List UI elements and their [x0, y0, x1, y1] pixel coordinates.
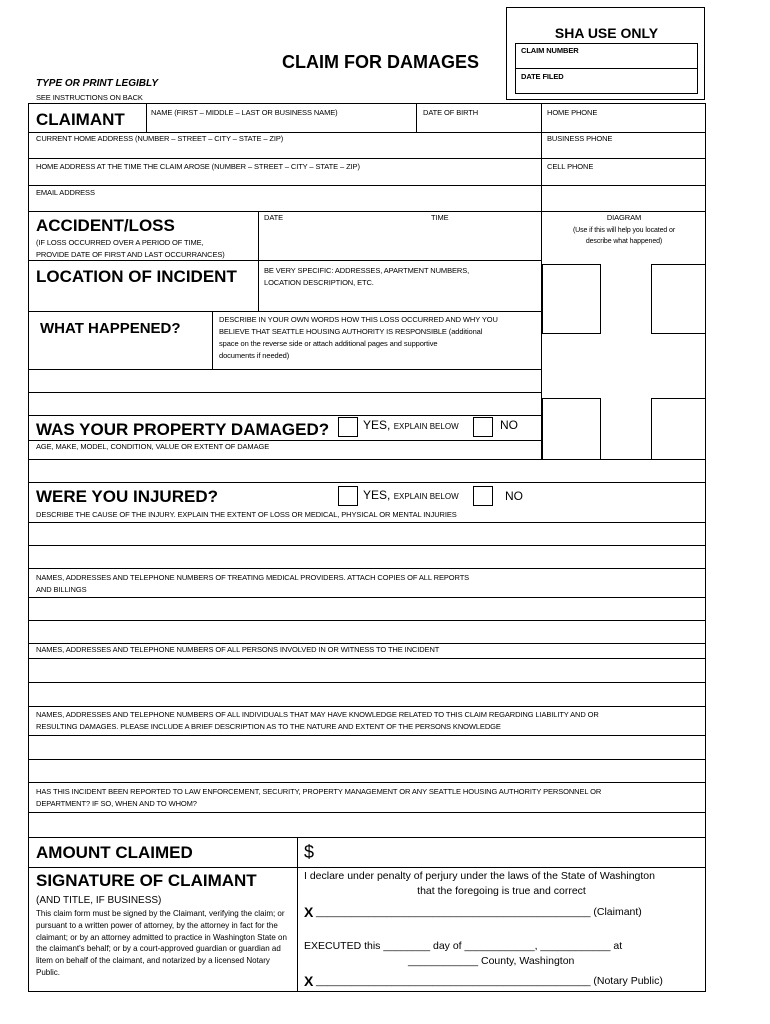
knowledge-note-2: RESULTING DAMAGES. PLEASE INCLUDE A BRIEF DESCRIPTION AS TO THE NATURE AND EXTENT OF THE PERSONS KNOWLEDGE [36, 722, 501, 731]
home-phone-field[interactable] [542, 118, 705, 132]
dob-field[interactable] [417, 118, 540, 132]
location-note-2: LOCATION DESCRIPTION, ETC. [264, 278, 374, 287]
declaration-line-1: I declare under penalty of perjury under the laws of the State of Washington [304, 870, 655, 882]
accident-note-2: PROVIDE DATE OF FIRST AND LAST OCCURRANCES) [36, 250, 225, 259]
claim-address-label: HOME ADDRESS AT THE TIME THE CLAIM AROSE (NUMBER – STREET – CITY – STATE – ZIP) [36, 162, 360, 171]
type-or-print-note: TYPE OR PRINT LEGIBLY [36, 78, 159, 89]
injured-yes-checkbox[interactable] [338, 486, 358, 506]
what-happened-line-1[interactable] [29, 370, 540, 392]
name-field[interactable] [147, 118, 415, 132]
what-happened-note-4: documents if needed) [219, 351, 290, 360]
signature-instructions: This claim form must be signed by the Claimant, verifying the claim; or pursuant to a written power of attorney, by the attorney in fact for the claimant; or by an attorney admitted to practice in Washington State on the claimant's behalf; or by a court-approved guardian or guardian ad litem on behalf of the claimant, and notarized by a licensed Notary Public. [36, 909, 287, 977]
business-phone-label: BUSINESS PHONE [547, 134, 613, 143]
diagram-corner-bottom-right [651, 398, 706, 460]
property-yes-label [363, 418, 459, 432]
claim-number-label: CLAIM NUMBER [521, 46, 579, 55]
notary-signature-line[interactable]: _______________________________________________ (Notary Public) [316, 975, 663, 987]
property-no-checkbox[interactable] [473, 417, 493, 437]
amount-field[interactable] [320, 840, 704, 866]
injured-no-label: NO [505, 489, 523, 503]
name-label: NAME (FIRST – MIDDLE – LAST OR BUSINESS NAME) [151, 108, 338, 117]
providers-line-2[interactable] [29, 621, 705, 643]
declaration-line-2: that the foregoing is true and correct [417, 885, 586, 897]
location-note-1: BE VERY SPECIFIC: ADDRESSES, APARTMENT NUMBERS, [264, 266, 470, 275]
providers-line-1[interactable] [29, 598, 705, 620]
claimant-x-mark: X [304, 904, 314, 920]
property-no-label: NO [500, 418, 518, 432]
injured-note: DESCRIBE THE CAUSE OF THE INJURY. EXPLAIN THE EXTENT OF LOSS OR MEDICAL, PHYSICAL OR MENTAL INJURIES [36, 510, 457, 519]
reported-note-2: DEPARTMENT? IF SO, WHEN AND TO WHOM? [36, 799, 197, 808]
diagram-label: DIAGRAM [606, 213, 642, 222]
what-happened-note-3: space on the reverse side or attach additional pages and supportive [219, 339, 438, 348]
cell-phone-label: CELL PHONE [547, 162, 594, 171]
email-field[interactable] [29, 198, 705, 211]
providers-note-1: NAMES, ADDRESSES AND TELEPHONE NUMBERS OF TREATING MEDICAL PROVIDERS. ATTACH COPIES OF ALL REPORTS [36, 573, 470, 582]
claimant-signature-line[interactable]: _______________________________________________ (Claimant) [316, 906, 642, 918]
currency-symbol: $ [304, 842, 315, 862]
what-happened-heading: WHAT HAPPENED? [40, 320, 181, 337]
witnesses-line-2[interactable] [29, 683, 705, 706]
claimant-heading: CLAIMANT [36, 110, 125, 129]
current-address-field[interactable] [29, 144, 540, 158]
date-filed-label: DATE FILED [521, 72, 564, 81]
what-happened-note-2: BELIEVE THAT SEATTLE HOUSING AUTHORITY IS RESPONSIBLE (additional [219, 327, 483, 336]
sha-use-only-box [506, 7, 705, 100]
accident-note-1: (IF LOSS OCCURRED OVER A PERIOD OF TIME, [36, 238, 204, 247]
location-field[interactable] [259, 290, 540, 311]
injured-yes-text: YES, [363, 488, 391, 502]
reported-note-1: HAS THIS INCIDENT BEEN REPORTED TO LAW ENFORCEMENT, SECURITY, PROPERTY MANAGEMENT OR ANY SEATTLE HOUSING AUTHORITY PERSONNEL OR [36, 787, 602, 796]
home-phone-label: HOME PHONE [547, 108, 598, 117]
knowledge-line-1[interactable] [29, 736, 705, 759]
diagram-note-1: (Use if this will help you located or [572, 227, 676, 234]
property-note: AGE, MAKE, MODEL, CONDITION, VALUE OR EXTENT OF DAMAGE [36, 442, 270, 451]
accident-date-field[interactable] [259, 224, 429, 260]
were-you-injured-heading: WERE YOU INJURED? [36, 487, 218, 506]
diagram-corner-top-left [542, 264, 601, 334]
witnesses-line-1[interactable] [29, 659, 705, 682]
property-yes-checkbox[interactable] [338, 417, 358, 437]
see-instructions-note: SEE INSTRUCTIONS ON BACK [36, 93, 143, 102]
knowledge-note-1: NAMES, ADDRESSES AND TELEPHONE NUMBERS OF ALL INDIVIDUALS THAT MAY HAVE KNOWLEDGE RELATED TO THIS CLAIM REGARDING LIABILITY AND OR [36, 710, 599, 719]
diagram-corner-bottom-left [542, 398, 601, 460]
location-heading: LOCATION OF INCIDENT [36, 267, 237, 286]
injured-no-checkbox[interactable] [473, 486, 493, 506]
injured-line-1[interactable] [29, 523, 705, 545]
sha-use-only-title: SHA USE ONLY [554, 25, 659, 41]
amount-claimed-heading: AMOUNT CLAIMED [36, 843, 193, 862]
cell-phone-field[interactable] [542, 172, 705, 186]
signature-subheading: (AND TITLE, IF BUSINESS) [36, 895, 162, 906]
diagram-note-2: describe what happened) [585, 238, 663, 245]
claim-number-field[interactable] [515, 44, 698, 68]
accident-date-label: DATE [264, 213, 284, 222]
executed-line-2[interactable]: ____________ County, Washington [408, 955, 575, 967]
date-filed-field[interactable] [515, 68, 698, 94]
knowledge-line-2[interactable] [29, 760, 705, 782]
current-address-label: CURRENT HOME ADDRESS (NUMBER – STREET – CITY – STATE – ZIP) [36, 134, 284, 143]
property-damaged-heading: WAS YOUR PROPERTY DAMAGED? [36, 420, 330, 439]
executed-line-1[interactable]: EXECUTED this ________ day of ____________, ____________ at [304, 940, 623, 952]
property-explain-text: EXPLAIN BELOW [393, 422, 459, 431]
dob-label: DATE OF BIRTH [423, 108, 479, 117]
diagram-corner-top-right [651, 264, 706, 334]
notary-x-mark: X [304, 973, 314, 989]
claim-address-field[interactable] [29, 172, 540, 186]
accident-time-label: TIME [431, 213, 449, 222]
email-label: EMAIL ADDRESS [36, 188, 95, 197]
injured-explain-text: EXPLAIN BELOW [393, 492, 459, 501]
business-phone-field[interactable] [542, 144, 705, 158]
what-happened-line-2[interactable] [29, 393, 540, 415]
property-line-1[interactable] [29, 460, 705, 482]
accident-time-field[interactable] [430, 224, 540, 260]
providers-note-2: AND BILLINGS [36, 585, 87, 594]
injured-yes-label [363, 488, 459, 502]
signature-heading: SIGNATURE OF CLAIMANT [36, 871, 257, 890]
form-title: CLAIM FOR DAMAGES [282, 52, 479, 72]
what-happened-note-1: DESCRIBE IN YOUR OWN WORDS HOW THIS LOSS OCCURRED AND WHY YOU [219, 315, 498, 324]
property-yes-text: YES, [363, 418, 391, 432]
witnesses-note: NAMES, ADDRESSES AND TELEPHONE NUMBERS OF ALL PERSONS INVOLVED IN OR WITNESS TO THE INCIDENT [36, 645, 440, 654]
accident-loss-heading: ACCIDENT/LOSS [36, 216, 175, 235]
injured-line-2[interactable] [29, 546, 705, 568]
reported-line-1[interactable] [29, 813, 705, 837]
